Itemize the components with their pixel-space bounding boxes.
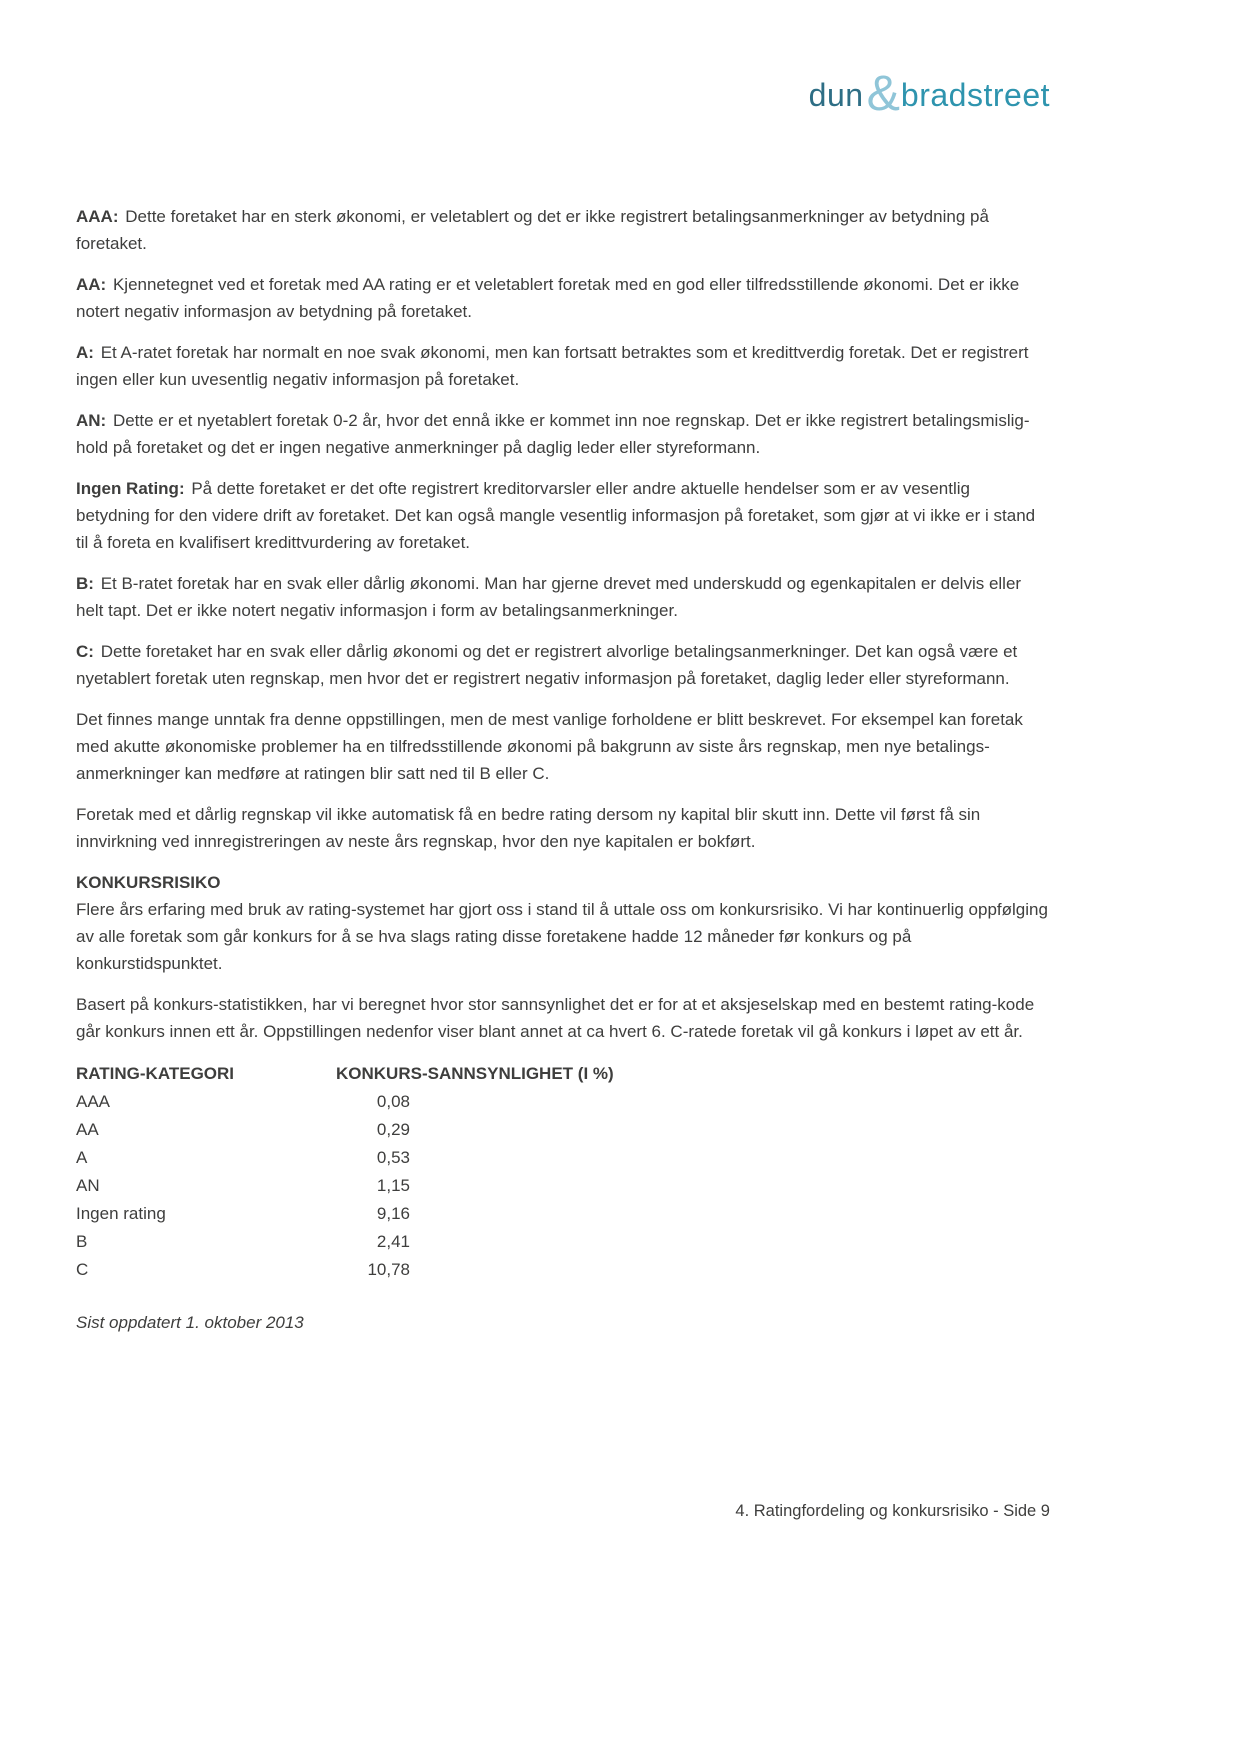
rating-text-a: Et A-ratet foretak har normalt en noe svak økonomi, men kan fortsatt betraktes som et kredittverdig foretak. Det er registrert ingen eller kun uvesentlig negativ informasjon på foretaket. bbox=[76, 343, 1029, 389]
rating-label-ingen-rating: Ingen Rating: bbox=[76, 479, 185, 498]
rating-definition-aaa bbox=[76, 203, 1048, 257]
rating-label-b: B: bbox=[76, 574, 94, 593]
probability-cell bbox=[336, 1143, 614, 1171]
konkursrisiko-paragraph-1: Flere års erfaring med bruk av rating-systemet har gjort oss i stand til å uttale oss om konkursrisiko. Vi har kontinuerlig oppfølging av alle foretak som går konkurs for å se hva slags rating disse foretakene hadde 12 måneder før konkurs og på konkurstidspunktet. bbox=[76, 900, 1048, 973]
probability-cell bbox=[336, 1227, 614, 1255]
rating-category-cell: AAA bbox=[76, 1091, 111, 1111]
rating-label-aa: AA: bbox=[76, 275, 107, 294]
logo-word-dun: dun bbox=[808, 77, 864, 113]
probability-value: 0,29 bbox=[376, 1119, 410, 1139]
probability-cell bbox=[336, 1171, 614, 1199]
rating-definition-aa bbox=[76, 271, 1048, 325]
rating-definition-b bbox=[76, 570, 1048, 624]
section-heading-konkursrisiko: KONKURSRISIKO bbox=[76, 873, 221, 892]
probability-value: 1,15 bbox=[376, 1175, 410, 1195]
probability-value: 0,08 bbox=[376, 1091, 410, 1111]
probability-cell bbox=[336, 1087, 614, 1115]
rating-text-aa: Kjennetegnet ved et foretak med AA rating er et veletablert foretak med en god eller tilfredsstillende økonomi. Det er ikke notert negativ informasjon av betydning på foretaket. bbox=[76, 275, 1020, 321]
rating-category-cell: B bbox=[76, 1231, 88, 1251]
table-row bbox=[76, 1143, 614, 1171]
table-header-row bbox=[76, 1059, 614, 1087]
konkurs-probability-table bbox=[76, 1059, 614, 1283]
rating-category-cell: AN bbox=[76, 1175, 100, 1195]
rating-text-aaa: Dette foretaket har en sterk økonomi, er veletablert og det er ikke registrert betalingsanmerkninger av betydning på foretaket. bbox=[76, 207, 989, 253]
rating-category-cell: A bbox=[76, 1147, 88, 1167]
rating-text-c: Dette foretaket har en svak eller dårlig økonomi og det er registrert alvorlige betalingsanmerkninger. Det kan også være et nyetablert foretak uten regnskap, men hvor det er registrert negativ informasjon på foretaket, daglig leder eller styreformann. bbox=[76, 642, 1018, 688]
page-footer: 4. Ratingfordeling og konkursrisiko - Side 9 bbox=[735, 1502, 1050, 1520]
rating-definition-ingen-rating bbox=[76, 475, 1048, 556]
probability-value: 9,16 bbox=[376, 1203, 410, 1223]
rating-text-an: Dette er et nyetablert foretak 0-2 år, hvor det ennå ikke er kommet inn noe regnskap. Det er ikke registrert betalingsmislig- hold på foretaket og det er ingen negative anmerkninger på daglig leder eller styreformann. bbox=[76, 411, 1030, 457]
probability-value: 0,53 bbox=[376, 1147, 410, 1167]
table-row bbox=[76, 1227, 614, 1255]
rating-category-cell: Ingen rating bbox=[76, 1203, 166, 1223]
note-new-capital: Foretak med et dårlig regnskap vil ikke automatisk få en bedre rating dersom ny kapital blir skutt inn. Dette vil først få sin innvirkning ved innregistreringen av neste års regnskap, hvor den nye kapitalen er bokført. bbox=[76, 805, 981, 851]
konkursrisiko-paragraph-2: Basert på konkurs-statistikken, har vi beregnet hvor stor sannsynlighet det er for at et aksjeselskap med en bestemt rating-kode går konkurs innen ett år. Oppstillingen nedenfor viser blant annet at ca hvert 6. C-ratede foretak vil gå konkurs i løpet av ett år. bbox=[76, 995, 1035, 1041]
probability-cell bbox=[336, 1255, 614, 1283]
probability-cell bbox=[336, 1115, 614, 1143]
logo-ampersand-icon: & bbox=[866, 65, 900, 121]
rating-text-ingen-rating: På dette foretaket er det ofte registrert kreditorvarsler eller andre aktuelle hendelser som er av vesentlig betydning for den videre drift av foretaket. Det kan også mangle vesentlig informasjon på foretaket, som gjør at vi ikke er i stand til å foreta en kvalifisert kredittvurdering av foretaket. bbox=[76, 479, 1036, 552]
rating-definition-a bbox=[76, 339, 1048, 393]
rating-category-cell: C bbox=[76, 1259, 89, 1279]
rating-text-b: Et B-ratet foretak har en svak eller dårlig økonomi. Man har gjerne drevet med underskudd og egenkapitalen er delvis eller helt tapt. Det er ikke notert negativ informasjon i form av betalingsanmerkninger. bbox=[76, 574, 1022, 620]
rating-definition-an bbox=[76, 407, 1048, 461]
probability-cell bbox=[336, 1199, 614, 1227]
table-row bbox=[76, 1199, 614, 1227]
probability-value: 2,41 bbox=[376, 1231, 410, 1251]
probability-value: 10,78 bbox=[367, 1259, 410, 1279]
table-row bbox=[76, 1171, 614, 1199]
rating-label-aaa: AAA: bbox=[76, 207, 119, 226]
column-header-konkurs-sannsynlighet: KONKURS-SANNSYNLIGHET (I %) bbox=[336, 1063, 614, 1083]
rating-label-a: A: bbox=[76, 343, 94, 362]
column-header-rating-kategori: RATING-KATEGORI bbox=[76, 1063, 235, 1083]
table-row bbox=[76, 1255, 614, 1283]
note-exceptions: Det finnes mange unntak fra denne oppstillingen, men de mest vanlige forholdene er blitt beskrevet. For eksempel kan foretak med akutte økonomiske problemer ha en tilfredsstillende økonomi på bakgrunn av siste års regnskap, men nye betalings- anmerkninger kan medføre at ratingen blir satt ned til B eller C. bbox=[76, 710, 1023, 783]
table-row bbox=[76, 1115, 614, 1143]
dun-bradstreet-logo bbox=[808, 64, 1050, 121]
rating-definition-c bbox=[76, 638, 1048, 692]
last-updated-note: Sist oppdatert 1. oktober 2013 bbox=[76, 1313, 304, 1332]
table-row bbox=[76, 1087, 614, 1115]
document-body bbox=[76, 203, 1048, 1336]
rating-label-an: AN: bbox=[76, 411, 107, 430]
rating-label-c: C: bbox=[76, 642, 94, 661]
rating-category-cell: AA bbox=[76, 1119, 99, 1139]
logo-word-bradstreet: bradstreet bbox=[900, 77, 1050, 113]
